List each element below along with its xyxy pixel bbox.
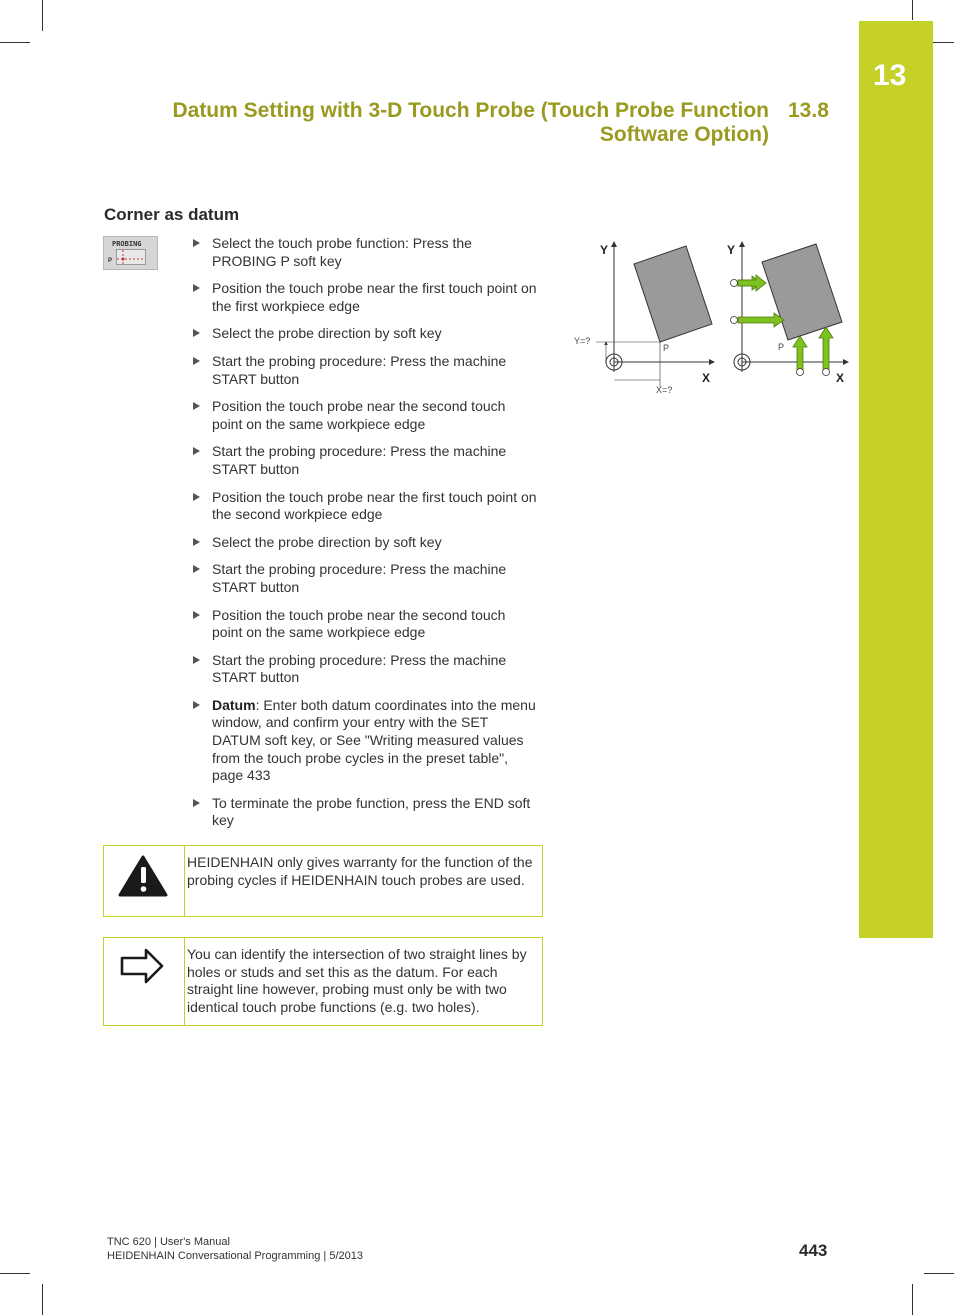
left-point-label: P xyxy=(663,343,670,353)
step-text: Start the probing procedure: Press the machine START button xyxy=(212,443,507,477)
section-title: Corner as datum xyxy=(104,205,240,224)
tip-note xyxy=(103,937,543,1026)
header-section-number: 13.8 xyxy=(788,99,829,122)
bullet-arrow-icon xyxy=(193,329,200,337)
bullet-arrow-icon xyxy=(193,239,200,247)
page-footer xyxy=(107,1235,363,1263)
right-point-label: P xyxy=(778,342,785,352)
list-item xyxy=(193,652,538,687)
arrow-right-icon xyxy=(104,938,184,998)
crop-mark xyxy=(42,1284,43,1315)
crop-mark xyxy=(0,1273,30,1274)
bullet-arrow-icon xyxy=(193,447,200,455)
softkey-graphic xyxy=(116,249,146,265)
left-diagram xyxy=(596,242,714,387)
list-item xyxy=(193,534,538,552)
bullet-arrow-icon xyxy=(193,493,200,501)
note-icon-column xyxy=(104,846,185,916)
list-item xyxy=(193,398,538,433)
probing-softkey-icon xyxy=(103,236,158,270)
left-x-axis-label: X xyxy=(702,371,711,385)
step-text: : Enter both datum coordinates into the menu window, and confirm your entry with the SET DATUM soft key, or See "Writing measured values from the touch probe cycles in the preset table", page 433 xyxy=(212,696,536,784)
bullet-arrow-icon xyxy=(193,611,200,619)
step-text: Start the probing procedure: Press the machine START button xyxy=(212,651,507,686)
softkey-label: PROBING xyxy=(112,240,142,248)
right-x-axis-label: X xyxy=(836,371,845,385)
bullet-arrow-icon xyxy=(193,284,200,292)
crop-mark xyxy=(912,1284,913,1315)
step-text: Select the probe direction by soft key xyxy=(212,325,442,342)
warning-icon xyxy=(104,846,184,916)
warning-note xyxy=(103,845,543,917)
bullet-arrow-icon xyxy=(193,799,200,807)
tip-text: You can identify the intersection of two straight lines by holes or studs and set this as the datum. For each straight line however, probing must only be with two identical touch probe functions (e.g. two holes). xyxy=(187,946,527,1015)
bullet-arrow-icon xyxy=(193,538,200,546)
footer-line2: HEIDENHAIN Conversational Programming | 5/2013 xyxy=(107,1250,363,1262)
bullet-arrow-icon xyxy=(193,357,200,365)
list-item xyxy=(193,443,538,478)
warning-text: HEIDENHAIN only gives warranty for the function of the probing cycles if HEIDENHAIN touch probes are used. xyxy=(187,854,533,888)
left-y-unknown-label: Y=? xyxy=(574,336,591,346)
list-item xyxy=(193,561,538,596)
page-number: 443 xyxy=(799,1241,828,1260)
right-y-axis-label: Y xyxy=(727,243,736,257)
list-item xyxy=(193,697,538,785)
step-text: Position the touch probe near the first touch point on the first workpiece edge xyxy=(212,280,537,314)
datum-keyword: Datum xyxy=(212,696,256,713)
crop-mark xyxy=(924,1273,954,1274)
list-item xyxy=(193,353,538,388)
chapter-number: 13 xyxy=(873,59,907,92)
left-y-axis-label: Y xyxy=(600,243,609,257)
step-text: Start the probing procedure: Press the machine START button xyxy=(212,352,507,387)
softkey-sub-label: P xyxy=(108,258,113,264)
left-x-unknown-label: X=? xyxy=(656,385,673,395)
step-text: Position the touch probe near the first touch point on the second workpiece edge xyxy=(212,488,537,523)
step-text: Position the touch probe near the second touch point on the same workpiece edge xyxy=(212,398,506,432)
crop-mark xyxy=(0,42,30,43)
footer-line1: TNC 620 | User's Manual xyxy=(107,1236,230,1248)
chapter-tab xyxy=(859,21,933,938)
right-diagram xyxy=(731,242,849,376)
list-item xyxy=(193,280,538,315)
step-text: To terminate the probe function, press the END soft key xyxy=(212,794,531,829)
step-text: Select the probe direction by soft key xyxy=(212,533,442,550)
list-item xyxy=(193,607,538,642)
list-item xyxy=(193,325,538,343)
bullet-arrow-icon xyxy=(193,402,200,410)
step-text: Select the touch probe function: Press the PROBING P soft key xyxy=(212,235,472,269)
step-text: Position the touch probe near the second touch point on the same workpiece edge xyxy=(212,606,506,641)
bullet-arrow-icon xyxy=(193,656,200,664)
crop-mark xyxy=(912,0,913,20)
list-item xyxy=(193,235,538,270)
procedure-steps xyxy=(193,235,538,840)
note-icon-column xyxy=(104,938,185,1025)
list-item xyxy=(193,795,538,830)
corner-datum-figure xyxy=(566,232,856,407)
bullet-arrow-icon xyxy=(193,565,200,573)
header-title-line1: Datum Setting with 3-D Touch Probe (Touch Probe Function xyxy=(172,99,769,122)
bullet-arrow-icon xyxy=(193,701,200,709)
header-title-line2: Software Option) xyxy=(599,123,769,146)
page-header xyxy=(150,99,830,147)
step-text: Start the probing procedure: Press the machine START button xyxy=(212,561,507,595)
probe-diagram xyxy=(566,232,856,402)
list-item xyxy=(193,489,538,524)
crop-mark xyxy=(42,0,43,31)
